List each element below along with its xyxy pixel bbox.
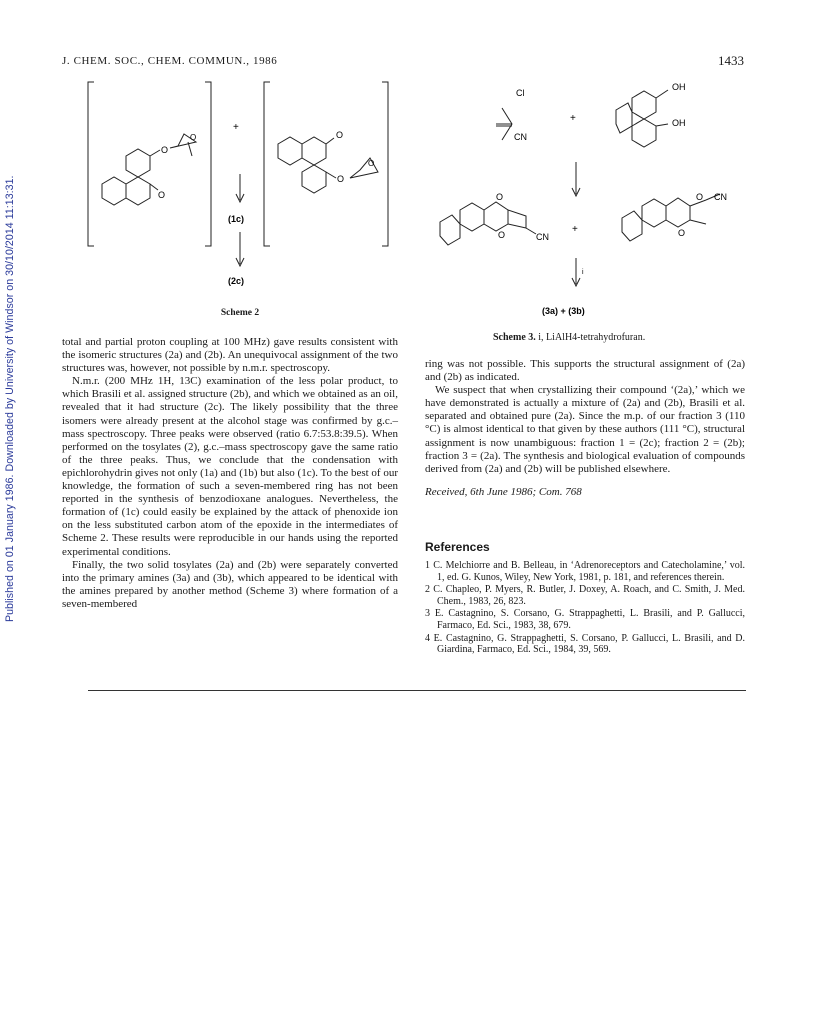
- svg-text:+: +: [570, 113, 576, 124]
- received-line: Received, 6th June 1986; Com. 768: [425, 485, 582, 498]
- references-heading: References: [425, 540, 490, 554]
- scheme-3-figure: [430, 76, 750, 316]
- scheme-3-caption: Scheme 3. i, LiAlH4-tetrahydrofuran.: [493, 332, 646, 343]
- scheme-2-plus: +: [233, 122, 239, 133]
- reference-item: 1 C. Melchiorre and B. Belleau, in ‘Adrenoreceptors and Catecholamine,’ vol. 1, ed. G. Kunos, Wiley, New York, 1981, p. 181, and references therein.: [425, 560, 745, 583]
- svg-text:O: O: [337, 174, 345, 184]
- compound-label-1c: (1c): [228, 214, 245, 224]
- left-column: [62, 336, 398, 611]
- svg-text:+: +: [572, 224, 578, 235]
- svg-text:O: O: [158, 190, 166, 200]
- reagent-cn: CN: [514, 132, 527, 142]
- compound-label-2c: (2c): [228, 276, 245, 286]
- svg-text:O: O: [161, 145, 169, 155]
- reagent-cl: Cl: [516, 88, 525, 98]
- scheme-2-figure: [70, 74, 400, 324]
- svg-text:CN: CN: [714, 192, 727, 202]
- svg-text:OH: OH: [672, 118, 686, 128]
- svg-text:CN: CN: [536, 232, 549, 242]
- svg-text:i: i: [582, 269, 584, 276]
- svg-text:O: O: [368, 159, 375, 168]
- footer-rule: [88, 690, 746, 691]
- references-list: [425, 560, 745, 657]
- paragraph: Finally, the two solid tosylates (2a) and (2b) were separately converted into the primary amines (3a) and (3b), which appeared to be identical with the amines prepared by another method (Scheme 3) where formation of a seven-membered: [62, 558, 398, 610]
- svg-text:O: O: [678, 228, 686, 238]
- right-column: [425, 358, 745, 499]
- paragraph: N.m.r. (200 MHz 1H, 13C) examination of the less polar product, to which Brasili et al. assigned structure (2b), and which we obtained as an oil, revealed that it had structure (2c). The likely possibility that the three isomers were already present at the alcohol stage was confirmed by g.c.–mass spectroscopy. Three peaks were observed (ratio 6.7:53.8:39.5). When performed on the tosylates (2), g.c.–mass spectroscopy gave the same ratio of the three peaks. Thus, we conclude that the condensation with epichlorohydrin gives not only (1a) and (1b) but also (1c). To the best of our knowledge, the formation of such a seven-membered ring has not been reported in the synthesis of benzodioxane analogues. Nevertheless, the formation of (1c) could easily be explained by the attack of phenoxide ion on the less substituted carbon atom of the epoxide in the intermediates of Scheme 2. These results were reproducible in our hands using the reported experimental conditions.: [62, 375, 398, 558]
- download-watermark: Published on 01 January 1986. Downloaded by University of Windsor on 30/10/2014 11:13:31.: [4, 175, 16, 622]
- svg-text:OH: OH: [672, 82, 686, 92]
- scheme-2-caption: Scheme 2: [220, 308, 260, 318]
- svg-text:O: O: [496, 192, 504, 202]
- svg-text:O: O: [696, 192, 704, 202]
- svg-text:O: O: [498, 230, 506, 240]
- page-number: 1433: [718, 53, 744, 68]
- svg-text:O: O: [336, 130, 344, 140]
- journal-header: J. CHEM. SOC., CHEM. COMMUN., 1986: [62, 55, 278, 67]
- svg-text:O: O: [190, 133, 197, 142]
- reference-item: 4 E. Castagnino, G. Strappaghetti, S. Corsano, P. Gallucci, L. Brasili, and D. Giardina, Farmaco, Ed. Sci., 1984, 39, 569.: [425, 632, 745, 656]
- paragraph: ring was not possible. This supports the structural assignment of (2a) and (2b) as indicated.: [425, 358, 745, 384]
- reference-item: 2 C. Chapleo, P. Myers, R. Butler, J. Doxey, A. Roach, and C. Smith, J. Med. Chem., 1983, 26, 823.: [425, 584, 745, 607]
- paragraph: We suspect that when crystallizing their compound ‘(2a),’ which we have demonstrated is actually a mixture of (2a) and (2b), Brasili et al. separated and obtained pure (2a). Since the m.p. of our fraction 3 (110 °C) is almost identical to that given by these authors (111 °C), structural assignment is now unambiguous: fraction 1 = (2c); fraction 2 = (2b); fraction 3 = (2a). The synthesis and biological evaluation of compounds derived from (2a) and (2b) will be published elsewhere.: [425, 384, 745, 475]
- paragraph: total and partial proton coupling at 100 MHz) gave results consistent with the isomeric structures (2a) and (2b). An unequivocal assignment of the two structures was, however, not possible by n.m.r. spectroscopy.: [62, 336, 398, 375]
- reference-item: 3 E. Castagnino, S. Corsano, G. Strappaghetti, L. Brasili, and P. Gallucci, Farmaco, Ed. Sci., 1983, 38, 679.: [425, 608, 745, 631]
- scheme-3-products: (3a) + (3b): [542, 306, 585, 316]
